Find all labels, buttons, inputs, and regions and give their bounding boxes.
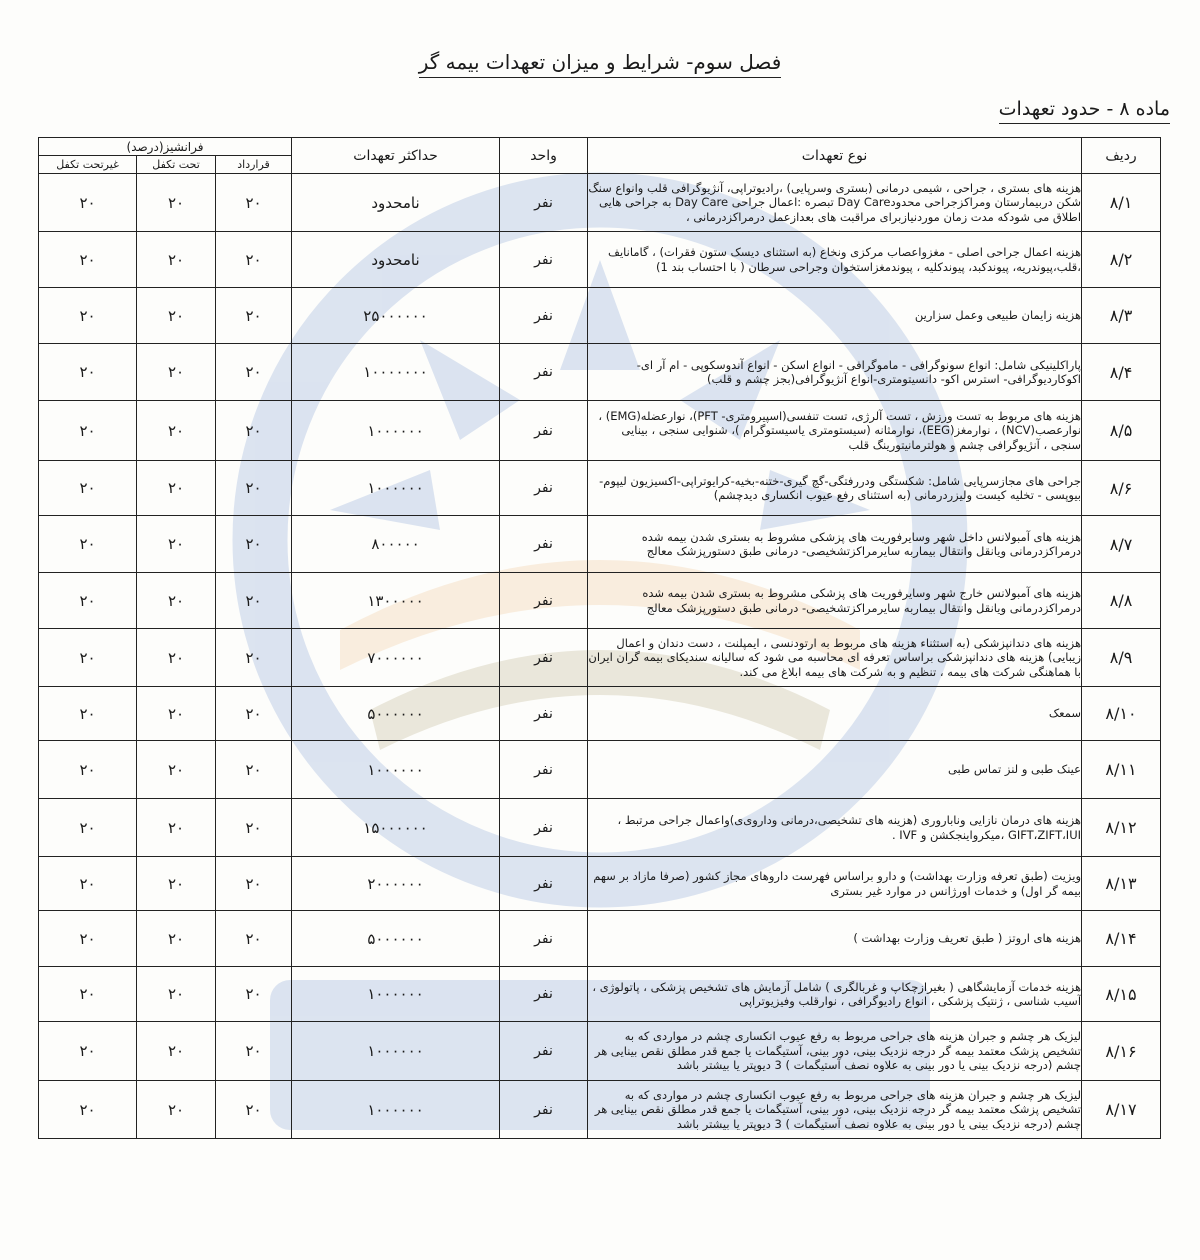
row-number: ۸/۱۰	[1082, 687, 1161, 741]
max-obligation-cell: ۸۰۰۰۰۰	[292, 516, 500, 573]
max-obligation-cell: ۵۰۰۰۰۰۰	[292, 687, 500, 741]
max-obligation-cell: ۲۰۰۰۰۰۰	[292, 857, 500, 911]
unit-cell: نفر	[500, 799, 588, 857]
franchise-covered-cell: ۲۰	[137, 232, 216, 288]
header-max-obligation: حداکثر تعهدات	[292, 138, 500, 174]
franchise-covered-cell: ۲۰	[137, 174, 216, 232]
franchise-covered-cell: ۲۰	[137, 516, 216, 573]
section-title-text: ماده ۸ - حدود تعهدات	[999, 98, 1170, 124]
max-obligation-cell: نامحدود	[292, 174, 500, 232]
table-row	[39, 174, 1161, 232]
franchise-covered-cell: ۲۰	[137, 401, 216, 461]
row-number: ۸/۸	[1082, 573, 1161, 629]
franchise-covered-cell: ۲۰	[137, 741, 216, 799]
franchise-contract-cell: ۲۰	[216, 1022, 292, 1081]
franchise-non-covered-cell: ۲۰	[39, 741, 137, 799]
table-row	[39, 741, 1161, 799]
max-obligation-cell: ۱۰۰۰۰۰۰	[292, 401, 500, 461]
table-row	[39, 687, 1161, 741]
franchise-covered-cell: ۲۰	[137, 1081, 216, 1139]
unit-cell: نفر	[500, 573, 588, 629]
obligation-description: عینک طبی و لنز تماس طبی	[588, 741, 1082, 799]
franchise-covered-cell: ۲۰	[137, 573, 216, 629]
unit-cell: نفر	[500, 288, 588, 344]
table-row	[39, 799, 1161, 857]
franchise-non-covered-cell: ۲۰	[39, 799, 137, 857]
franchise-contract-cell: ۲۰	[216, 967, 292, 1022]
max-obligation-cell: ۷۰۰۰۰۰۰	[292, 629, 500, 687]
franchise-contract-cell: ۲۰	[216, 741, 292, 799]
obligation-description: پاراکلینیکی شامل: انواع سونوگرافی - ماموگرافی - انواع اسکن - انواع آندوسکوپی - ام آر ای- اکوکاردیوگرافی- استرس اکو- دانسیتومتری-انواع آنژیوگرافی(بجز چشم و قلب)	[588, 344, 1082, 401]
franchise-covered-cell: ۲۰	[137, 1022, 216, 1081]
franchise-non-covered-cell: ۲۰	[39, 629, 137, 687]
row-number: ۸/۲	[1082, 232, 1161, 288]
max-obligation-cell: نامحدود	[292, 232, 500, 288]
unit-cell: نفر	[500, 1081, 588, 1139]
obligation-description: هزینه های اروتز ( طبق تعریف وزارت بهداشت )	[588, 911, 1082, 967]
obligation-description: هزینه زایمان طبیعی وعمل سزارین	[588, 288, 1082, 344]
table-header-row	[39, 138, 1161, 156]
franchise-covered-cell: ۲۰	[137, 799, 216, 857]
obligation-description: جراحی های مجازسرپایی شامل: شکستگی ودررفتگی-گچ گیری-ختنه-بخیه-کرایوتراپی-اکسیزیون لیپوم-بیوپسی - تخلیه کیست ولیزردرمانی (به استثنای رفع عیوب انکساری دیدچشم)	[588, 461, 1082, 516]
franchise-non-covered-cell: ۲۰	[39, 1081, 137, 1139]
obligation-description: هزینه های آمبولانس داخل شهر وسایرفوریت های پزشکی مشروط به بستری شدن بیمه شده درمراکزدرمانی ویانقل وانتقال بیماربه سایرمراکزتشخیصی- درمانی طبق دستورپزشک معالج	[588, 516, 1082, 573]
franchise-contract-cell: ۲۰	[216, 288, 292, 344]
franchise-non-covered-cell: ۲۰	[39, 857, 137, 911]
row-number: ۸/۱۶	[1082, 1022, 1161, 1081]
franchise-contract-cell: ۲۰	[216, 516, 292, 573]
row-number: ۸/۷	[1082, 516, 1161, 573]
table-row	[39, 1022, 1161, 1081]
franchise-covered-cell: ۲۰	[137, 344, 216, 401]
franchise-covered-cell: ۲۰	[137, 967, 216, 1022]
franchise-non-covered-cell: ۲۰	[39, 401, 137, 461]
franchise-non-covered-cell: ۲۰	[39, 232, 137, 288]
franchise-covered-cell: ۲۰	[137, 288, 216, 344]
row-number: ۸/۴	[1082, 344, 1161, 401]
obligation-description: هزینه اعمال جراحی اصلی - مغزواعصاب مرکزی ونخاع (به استثنای دیسک ستون فقرات) ، گامانایف ،قلب،پیوندریه، پیوندکبد، پیوندکلیه ، پیوندمغزاستخوان وجراحی سرطان ( با احتساب بند 1)	[588, 232, 1082, 288]
obligation-description: سمعک	[588, 687, 1082, 741]
obligation-description: هزینه های بستری ، جراحی ، شیمی درمانی (بستری وسرپایی) ،رادیوتراپی، آنژیوگرافی قلب وانواع سنگ شکن دربیمارستان ومراکزجراحی محدودDay Care تبصره :اعمال جراحی Day Care به جراحی هایی اطلاق می شودکه مدت زمان موردنیازبرای مراقبت های بعدازعمل درمراکزدرمانی ،	[588, 174, 1082, 232]
header-covered: تحت تکفل	[137, 156, 216, 174]
table-row	[39, 1081, 1161, 1139]
franchise-contract-cell: ۲۰	[216, 174, 292, 232]
franchise-non-covered-cell: ۲۰	[39, 344, 137, 401]
unit-cell: نفر	[500, 967, 588, 1022]
row-number: ۸/۶	[1082, 461, 1161, 516]
max-obligation-cell: ۱۰۰۰۰۰۰	[292, 967, 500, 1022]
franchise-contract-cell: ۲۰	[216, 911, 292, 967]
max-obligation-cell: ۲۵۰۰۰۰۰۰	[292, 288, 500, 344]
franchise-contract-cell: ۲۰	[216, 344, 292, 401]
unit-cell: نفر	[500, 174, 588, 232]
table-row	[39, 911, 1161, 967]
table-row	[39, 288, 1161, 344]
header-contract: قرارداد	[216, 156, 292, 174]
table-row	[39, 629, 1161, 687]
row-number: ۸/۱۳	[1082, 857, 1161, 911]
table-row	[39, 573, 1161, 629]
row-number: ۸/۱۱	[1082, 741, 1161, 799]
row-number: ۸/۱۴	[1082, 911, 1161, 967]
max-obligation-cell: ۱۰۰۰۰۰۰	[292, 1022, 500, 1081]
obligation-description: هزینه های درمان نازایی ونابارو‌ری (هزینه های تشخیصی،درمانی وداروی‌ی)واعمال جراحی مرتبط ، GIFT،ZIFT،IUI ،میکرواینجکشن و IVF .	[588, 799, 1082, 857]
header-unit: واحد	[500, 138, 588, 174]
row-number: ۸/۱۵	[1082, 967, 1161, 1022]
table-row	[39, 401, 1161, 461]
row-number: ۸/۱۷	[1082, 1081, 1161, 1139]
unit-cell: نفر	[500, 344, 588, 401]
max-obligation-cell: ۱۰۰۰۰۰۰	[292, 1081, 500, 1139]
table-row	[39, 344, 1161, 401]
max-obligation-cell: ۱۵۰۰۰۰۰۰	[292, 799, 500, 857]
unit-cell: نفر	[500, 461, 588, 516]
franchise-contract-cell: ۲۰	[216, 799, 292, 857]
header-franchise: فرانشیز(درصد)	[39, 138, 292, 156]
franchise-contract-cell: ۲۰	[216, 401, 292, 461]
franchise-contract-cell: ۲۰	[216, 1081, 292, 1139]
franchise-covered-cell: ۲۰	[137, 911, 216, 967]
franchise-contract-cell: ۲۰	[216, 857, 292, 911]
max-obligation-cell: ۱۰۰۰۰۰۰	[292, 741, 500, 799]
obligation-description: هزینه های مربوط به تست ورزش ، تست آلرژی، تست تنفسی(اسپیرومتری- PFT)، نوارعضله(EMG) ، نوارعصب(NCV) ، نوارمغز(EEG)، نوارمثانه (سیستومتری یاسیستوگرام )، شنوایی سنجی ، بینایی سنجی ، آنژیوگرافی چشم و هولترمانیتورینگ قلب	[588, 401, 1082, 461]
franchise-contract-cell: ۲۰	[216, 687, 292, 741]
unit-cell: نفر	[500, 401, 588, 461]
unit-cell: نفر	[500, 857, 588, 911]
franchise-non-covered-cell: ۲۰	[39, 573, 137, 629]
page-title	[0, 50, 1200, 74]
page-title-text: فصل سوم- شرایط و میزان تعهدات بیمه گر	[419, 50, 782, 78]
row-number: ۸/۵	[1082, 401, 1161, 461]
unit-cell: نفر	[500, 911, 588, 967]
franchise-covered-cell: ۲۰	[137, 461, 216, 516]
unit-cell: نفر	[500, 687, 588, 741]
row-number: ۸/۱۲	[1082, 799, 1161, 857]
obligations-table	[38, 137, 1161, 1139]
franchise-non-covered-cell: ۲۰	[39, 1022, 137, 1081]
franchise-covered-cell: ۲۰	[137, 629, 216, 687]
row-number: ۸/۹	[1082, 629, 1161, 687]
unit-cell: نفر	[500, 629, 588, 687]
obligation-description: هزینه های آمبولانس خارج شهر وسایرفوریت های پزشکی مشروط به بستری شدن بیمه شده درمراکزدرمانی ویانقل وانتقال بیماربه سایرمراکزتشخیصی- درمانی طبق دستورپزشک معالج	[588, 573, 1082, 629]
table-row	[39, 857, 1161, 911]
max-obligation-cell: ۱۳۰۰۰۰۰	[292, 573, 500, 629]
unit-cell: نفر	[500, 1022, 588, 1081]
obligation-description: لیزیک هر چشم و جبران هزینه های جراحی مربوط به رفع عیوب انکساری چشم در مواردی که به تشخیص پزشک معتمد بیمه گر درجه نزدیک بینی، دور بینی، آستیگمات یا جمع قدر مطلق نقص بینایی هر چشم (درجه نزدیک بینی یا دور بینی به علاوه نصف آستیگمات ) 3 دیوپتر یا بیشتر باشد	[588, 1022, 1082, 1081]
unit-cell: نفر	[500, 741, 588, 799]
franchise-non-covered-cell: ۲۰	[39, 967, 137, 1022]
franchise-covered-cell: ۲۰	[137, 687, 216, 741]
franchise-contract-cell: ۲۰	[216, 573, 292, 629]
table-row	[39, 461, 1161, 516]
table-row	[39, 967, 1161, 1022]
franchise-non-covered-cell: ۲۰	[39, 288, 137, 344]
table-row	[39, 516, 1161, 573]
header-obligation-type: نوع تعهدات	[588, 138, 1082, 174]
franchise-non-covered-cell: ۲۰	[39, 516, 137, 573]
max-obligation-cell: ۵۰۰۰۰۰۰	[292, 911, 500, 967]
obligation-description: هزینه خدمات آزمایشگاهی ( بغیرازچکاپ و غربالگری ) شامل آزمایش های تشخیص پزشکی ، پاتولوژی ، آسیب شناسی ، ژنتیک پزشکی ، انواع رادیوگرافی ، نوارقلب وفیزیوتراپی	[588, 967, 1082, 1022]
header-non-covered: غیرتحت تکفل	[39, 156, 137, 174]
obligation-description: ویزیت (طبق تعرفه وزارت بهداشت) و دارو براساس فهرست داروهای مجاز کشور (صرفا مازاد بر سهم بیمه گر اول) و خدمات اورژانس در موارد غیر بستری	[588, 857, 1082, 911]
section-title	[999, 98, 1170, 120]
max-obligation-cell: ۱۰۰۰۰۰۰۰	[292, 344, 500, 401]
franchise-contract-cell: ۲۰	[216, 232, 292, 288]
franchise-contract-cell: ۲۰	[216, 461, 292, 516]
obligation-description: لیزیک هر چشم و جبران هزینه های جراحی مربوط به رفع عیوب انکساری چشم در مواردی که به تشخیص پزشک معتمد بیمه گر درجه نزدیک بینی، دور بینی، آستیگمات یا جمع قدر مطلق نقص بینایی هر چشم (درجه نزدیک بینی یا دور بینی به علاوه نصف آستیگمات ) 3 دیوپتر یا بیشتر باشد	[588, 1081, 1082, 1139]
row-number: ۸/۱	[1082, 174, 1161, 232]
franchise-non-covered-cell: ۲۰	[39, 174, 137, 232]
unit-cell: نفر	[500, 516, 588, 573]
obligation-description: هزینه های دندانپزشکی (به استثناء هزینه های مربوط به ارتودنسی ، ایمپلنت ، دست دندان و اعمال زیبایی) هزینه های دندانپزشکی براساس تعرفه ای محاسبه می شود که سالیانه سندیکای بیمه گران ایران با هماهنگی شرکت های بیمه ، تنظیم و به شرکت های بیمه ابلاغ می کند.	[588, 629, 1082, 687]
max-obligation-cell: ۱۰۰۰۰۰۰	[292, 461, 500, 516]
row-number: ۸/۳	[1082, 288, 1161, 344]
header-row-number: ردیف	[1082, 138, 1161, 174]
table-row	[39, 232, 1161, 288]
franchise-covered-cell: ۲۰	[137, 857, 216, 911]
franchise-non-covered-cell: ۲۰	[39, 687, 137, 741]
unit-cell: نفر	[500, 232, 588, 288]
franchise-non-covered-cell: ۲۰	[39, 461, 137, 516]
franchise-contract-cell: ۲۰	[216, 629, 292, 687]
franchise-non-covered-cell: ۲۰	[39, 911, 137, 967]
